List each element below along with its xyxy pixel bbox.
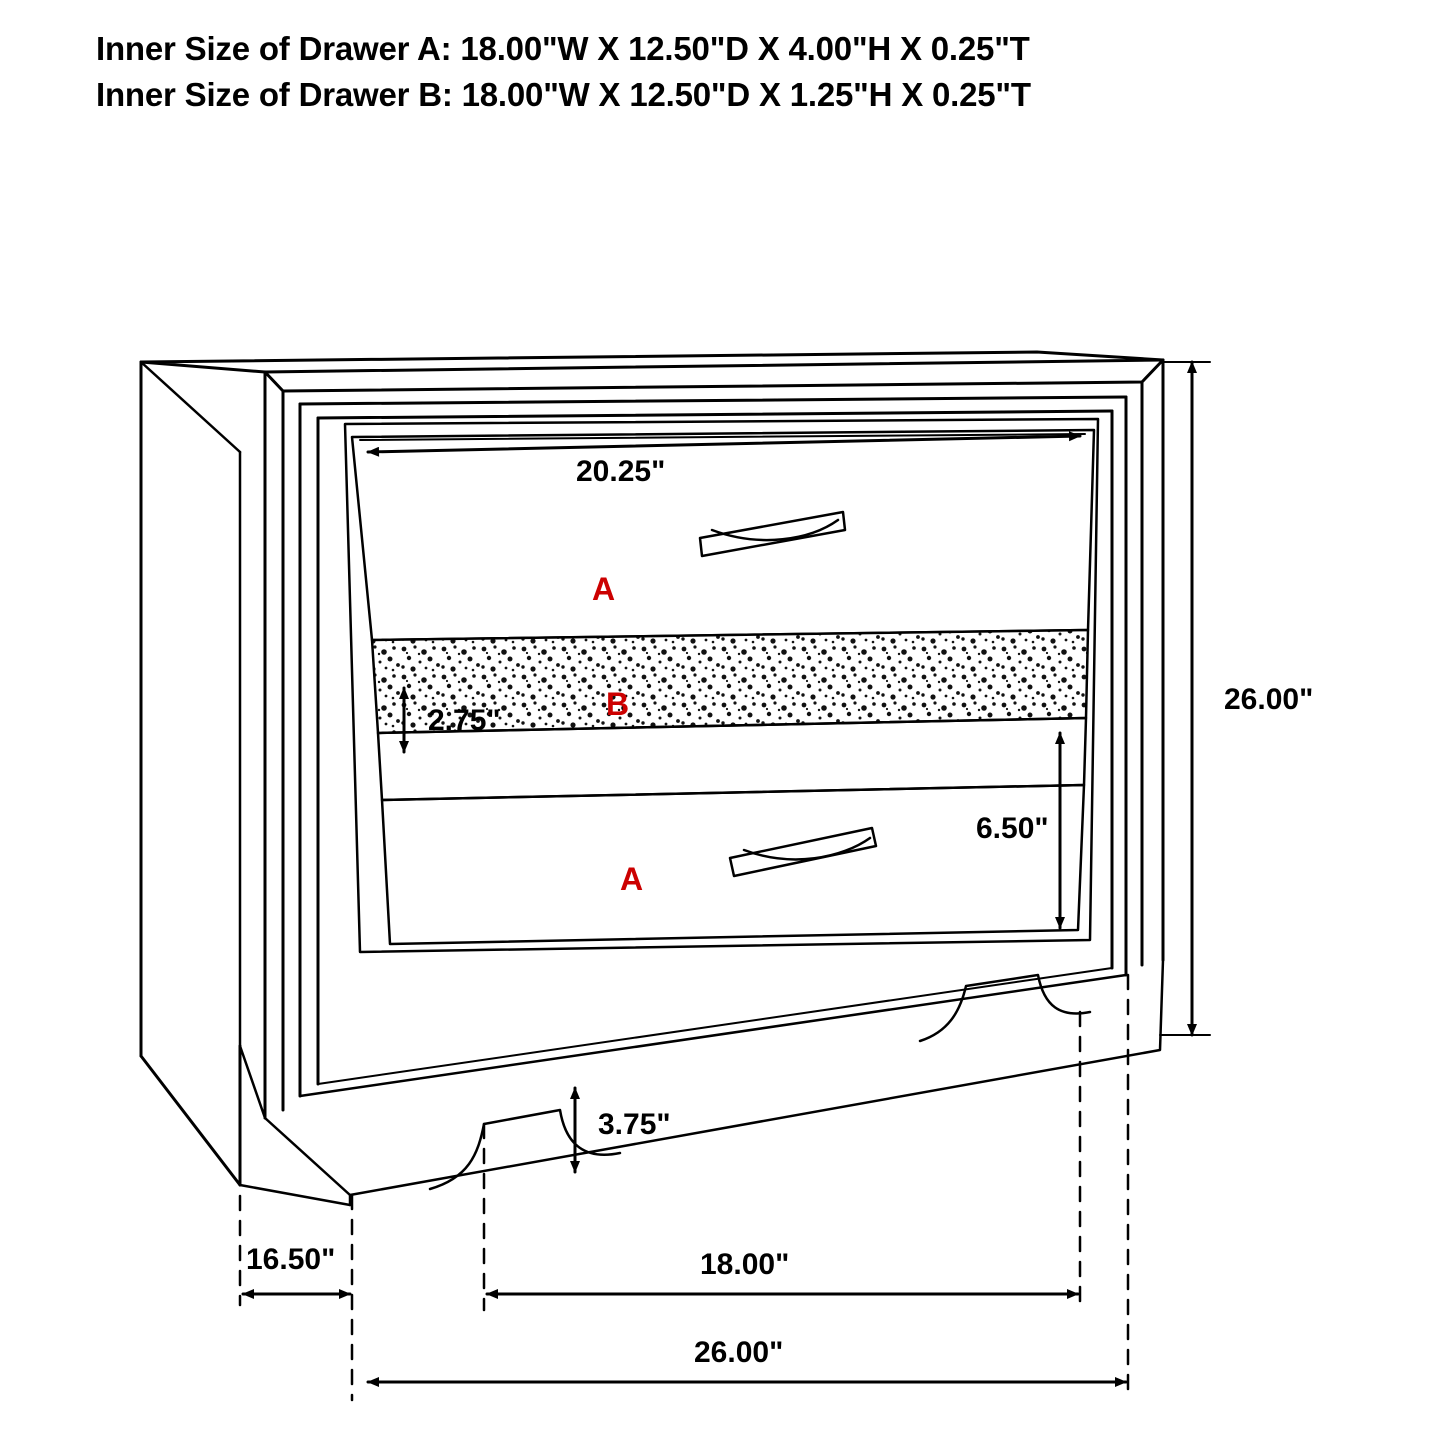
label-drawer-a-top: A [592,571,616,607]
dim-overall-height: 26.00" [1224,683,1314,716]
dim-overall-width: 26.00" [694,1336,784,1369]
drawer-a-inner-size-text: Inner Size of Drawer A: 18.00"W X 12.50"D X 4.00"H X 0.25"T [96,30,1030,67]
dim-side-depth: 16.50" [246,1243,336,1276]
label-drawer-a-bottom: A [620,861,644,897]
dim-top-drawer-width: 20.25" [576,455,666,488]
dim-middle-drawer-height: 2.75" [428,704,501,737]
dim-bottom-drawer-height: 6.50" [976,812,1049,845]
label-drawer-b-middle: B [606,686,630,722]
dim-foot-span: 18.00" [700,1248,790,1281]
dim-leg-height: 3.75" [598,1108,671,1141]
drawer-b-inner-size-text: Inner Size of Drawer B: 18.00"W X 12.50"D X 1.25"H X 0.25"T [96,76,1031,113]
